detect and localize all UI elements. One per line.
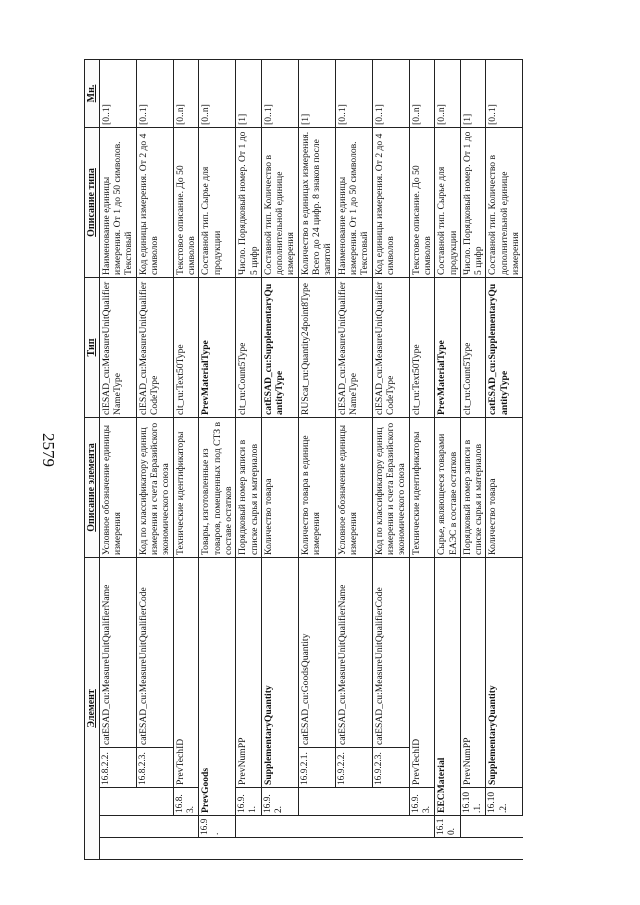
element-description: Код по классификатору единиц измерения и счета Евразийского экономического союза xyxy=(372,417,409,557)
header-type: Тип xyxy=(85,277,100,417)
type-description: Число. Порядковый номер. От 1 до 5 цифр xyxy=(460,127,486,277)
indent-cell xyxy=(298,838,335,860)
type-description: Составной тип. Количество в дополнительной единице измерения xyxy=(486,127,523,277)
header-multiplicity: Мн. xyxy=(85,59,100,127)
row-number: 16.9.2.1. xyxy=(298,748,335,788)
indent-cell xyxy=(486,816,523,838)
indent-cell xyxy=(136,816,173,838)
type-name: RUScat_ru:Quantity24point8Type xyxy=(298,277,335,417)
type-name: clESAD_cu:MeasureUnitQualifierCodeType xyxy=(372,277,409,417)
schema-table xyxy=(84,59,523,860)
type-description: Составной тип. Сырье для продукции xyxy=(199,127,236,277)
element-description: Технические идентификаторы xyxy=(409,417,435,557)
type-description: Составной тип. Сырье для продукции xyxy=(435,127,461,277)
indent-cell xyxy=(236,838,262,860)
indent-cell xyxy=(173,816,199,838)
type-description: Текстовое описание. До 50 символов xyxy=(409,127,435,277)
table-row xyxy=(99,59,136,859)
type-name: catESAD_cu:SupplementaryQuantityType xyxy=(261,277,298,417)
multiplicity: [1] xyxy=(236,59,262,127)
type-name: clt_ru:Count5Type xyxy=(236,277,262,417)
type-description: Текстовое описание. До 50 символов xyxy=(173,127,199,277)
indent-cell xyxy=(372,816,409,838)
element-name: catESAD_cu:MeasureUnitQualifierName xyxy=(335,557,372,747)
element-description: Количество товара в единице измерения xyxy=(298,417,335,557)
element-description: Сырье, являющееся товарами ЕАЭС в составе остатков xyxy=(435,417,461,557)
row-number: 16.9.1. xyxy=(236,788,262,816)
indent-cell xyxy=(460,838,486,860)
row-number: 16.9.2. xyxy=(261,788,298,816)
multiplicity: [0..n] xyxy=(199,59,236,127)
element-description: Количество товара xyxy=(486,417,523,557)
multiplicity: [0..1] xyxy=(486,59,523,127)
type-description: Наименование единицы измерения. От 1 до 50 символов. Текстовый xyxy=(99,127,136,277)
table-row xyxy=(486,59,523,859)
type-name: catESAD_cu:SupplementaryQuantityType xyxy=(486,277,523,417)
indent-cell xyxy=(460,816,486,838)
multiplicity: [0..1] xyxy=(99,59,136,127)
type-description: Количество в единицах измерения. Всего до 24 цифр. 8 знаков после запятой xyxy=(298,127,335,277)
indent-cell xyxy=(99,788,136,816)
element-name: catESAD_cu:MeasureUnitQualifierCode xyxy=(136,557,173,747)
table-row xyxy=(409,59,435,859)
indent-cell xyxy=(409,838,435,860)
row-number: 16.10.2. xyxy=(486,788,523,816)
header-element: Элемент xyxy=(85,557,100,859)
type-description: Число. Порядковый номер. От 1 до 5 цифр xyxy=(236,127,262,277)
element-name: catESAD_cu:MeasureUnitQualifierCode xyxy=(372,557,409,747)
type-name: clt_ru:Count5Type xyxy=(460,277,486,417)
table-row xyxy=(173,59,199,859)
multiplicity: [0..n] xyxy=(435,59,461,127)
table-row xyxy=(435,59,461,859)
element-name: PrevNumPP xyxy=(460,557,486,787)
indent-cell xyxy=(136,788,173,816)
table-row xyxy=(372,59,409,859)
multiplicity: [0..1] xyxy=(136,59,173,127)
multiplicity: [0..1] xyxy=(372,59,409,127)
element-name: SupplementaryQuantity xyxy=(486,557,523,787)
element-description: Товары, изготовленные из товаров, помещенных под СТЗ в составе остатков xyxy=(199,417,236,557)
table-header-row xyxy=(85,59,100,859)
indent-cell xyxy=(199,838,236,860)
row-number: 16.9.2.3. xyxy=(372,748,409,788)
type-name: clt_ru:Text50Type xyxy=(173,277,199,417)
indent-cell xyxy=(335,838,372,860)
indent-cell xyxy=(435,838,461,860)
element-description: Код по классификатору единиц измерения и счета Евразийского экономического союза xyxy=(136,417,173,557)
element-name: EECMaterial xyxy=(435,557,461,815)
table-row xyxy=(298,59,335,859)
element-description: Количество товара xyxy=(261,417,298,557)
element-name: SupplementaryQuantity xyxy=(261,557,298,787)
element-name: catESAD_cu:MeasureUnitQualifierName xyxy=(99,557,136,747)
type-name: clESAD_cu:MeasureUnitQualifierCodeType xyxy=(136,277,173,417)
indent-cell xyxy=(298,788,335,816)
type-name: PrevMaterialType xyxy=(435,277,461,417)
element-name: PrevTechID xyxy=(409,557,435,787)
indent-cell xyxy=(486,838,523,860)
table-row xyxy=(236,59,262,859)
multiplicity: [0..n] xyxy=(173,59,199,127)
page-number: 2579 xyxy=(39,433,58,467)
row-number: 16.10. xyxy=(435,816,461,838)
type-description: Код единицы измерения. От 2 до 4 символов xyxy=(136,127,173,277)
multiplicity: [0..1] xyxy=(261,59,298,127)
indent-cell xyxy=(298,816,335,838)
row-number: 16.8.2.3. xyxy=(136,748,173,788)
multiplicity: [1] xyxy=(298,59,335,127)
element-description: Порядковый номер записи в списке сырья и материалов xyxy=(236,417,262,557)
row-number: 16.9.3. xyxy=(409,788,435,816)
table-row xyxy=(335,59,372,859)
type-description: Код единицы измерения. От 2 до 4 символов xyxy=(372,127,409,277)
table-row xyxy=(136,59,173,859)
indent-cell xyxy=(99,816,136,838)
row-number: 16.9. xyxy=(199,816,236,838)
rotated-table-container xyxy=(84,60,550,860)
header-type-description: Описание типа xyxy=(85,127,100,277)
indent-cell xyxy=(409,816,435,838)
type-name: PrevMaterialType xyxy=(199,277,236,417)
multiplicity: [0..n] xyxy=(409,59,435,127)
element-name: PrevGoods xyxy=(199,557,236,815)
indent-cell xyxy=(99,838,136,860)
indent-cell xyxy=(261,816,298,838)
indent-cell xyxy=(261,838,298,860)
multiplicity: [1] xyxy=(460,59,486,127)
indent-cell xyxy=(136,838,173,860)
row-number: 16.9.2.2. xyxy=(335,748,372,788)
type-name: clESAD_cu:MeasureUnitQualifierNameType xyxy=(335,277,372,417)
element-description: Технические идентификаторы xyxy=(173,417,199,557)
type-description: Наименование единицы измерения. От 1 до 50 символов. Текстовый xyxy=(335,127,372,277)
table-row xyxy=(261,59,298,859)
row-number: 16.10.1. xyxy=(460,788,486,816)
element-description: Условное обозначение единицы измерения xyxy=(335,417,372,557)
element-description: Условное обозначение единицы измерения xyxy=(99,417,136,557)
type-name: clESAD_cu:MeasureUnitQualifierNameType xyxy=(99,277,136,417)
element-name: PrevNumPP xyxy=(236,557,262,787)
indent-cell xyxy=(335,816,372,838)
indent-cell xyxy=(236,816,262,838)
row-number: 16.8.2.2. xyxy=(99,748,136,788)
indent-cell xyxy=(372,788,409,816)
row-number: 16.8.3. xyxy=(173,788,199,816)
element-name: catESAD_cu:GoodsQuantity xyxy=(298,557,335,747)
multiplicity: [0..1] xyxy=(335,59,372,127)
table-row xyxy=(199,59,236,859)
indent-cell xyxy=(335,788,372,816)
type-description: Составной тип. Количество в дополнительной единице измерения xyxy=(261,127,298,277)
indent-cell xyxy=(372,838,409,860)
element-name: PrevTechID xyxy=(173,557,199,787)
indent-cell xyxy=(173,838,199,860)
type-name: clt_ru:Text50Type xyxy=(409,277,435,417)
element-description: Порядковый номер записи в списке сырья и материалов xyxy=(460,417,486,557)
header-element-description: Описание элемента xyxy=(85,417,100,557)
table-row xyxy=(460,59,486,859)
